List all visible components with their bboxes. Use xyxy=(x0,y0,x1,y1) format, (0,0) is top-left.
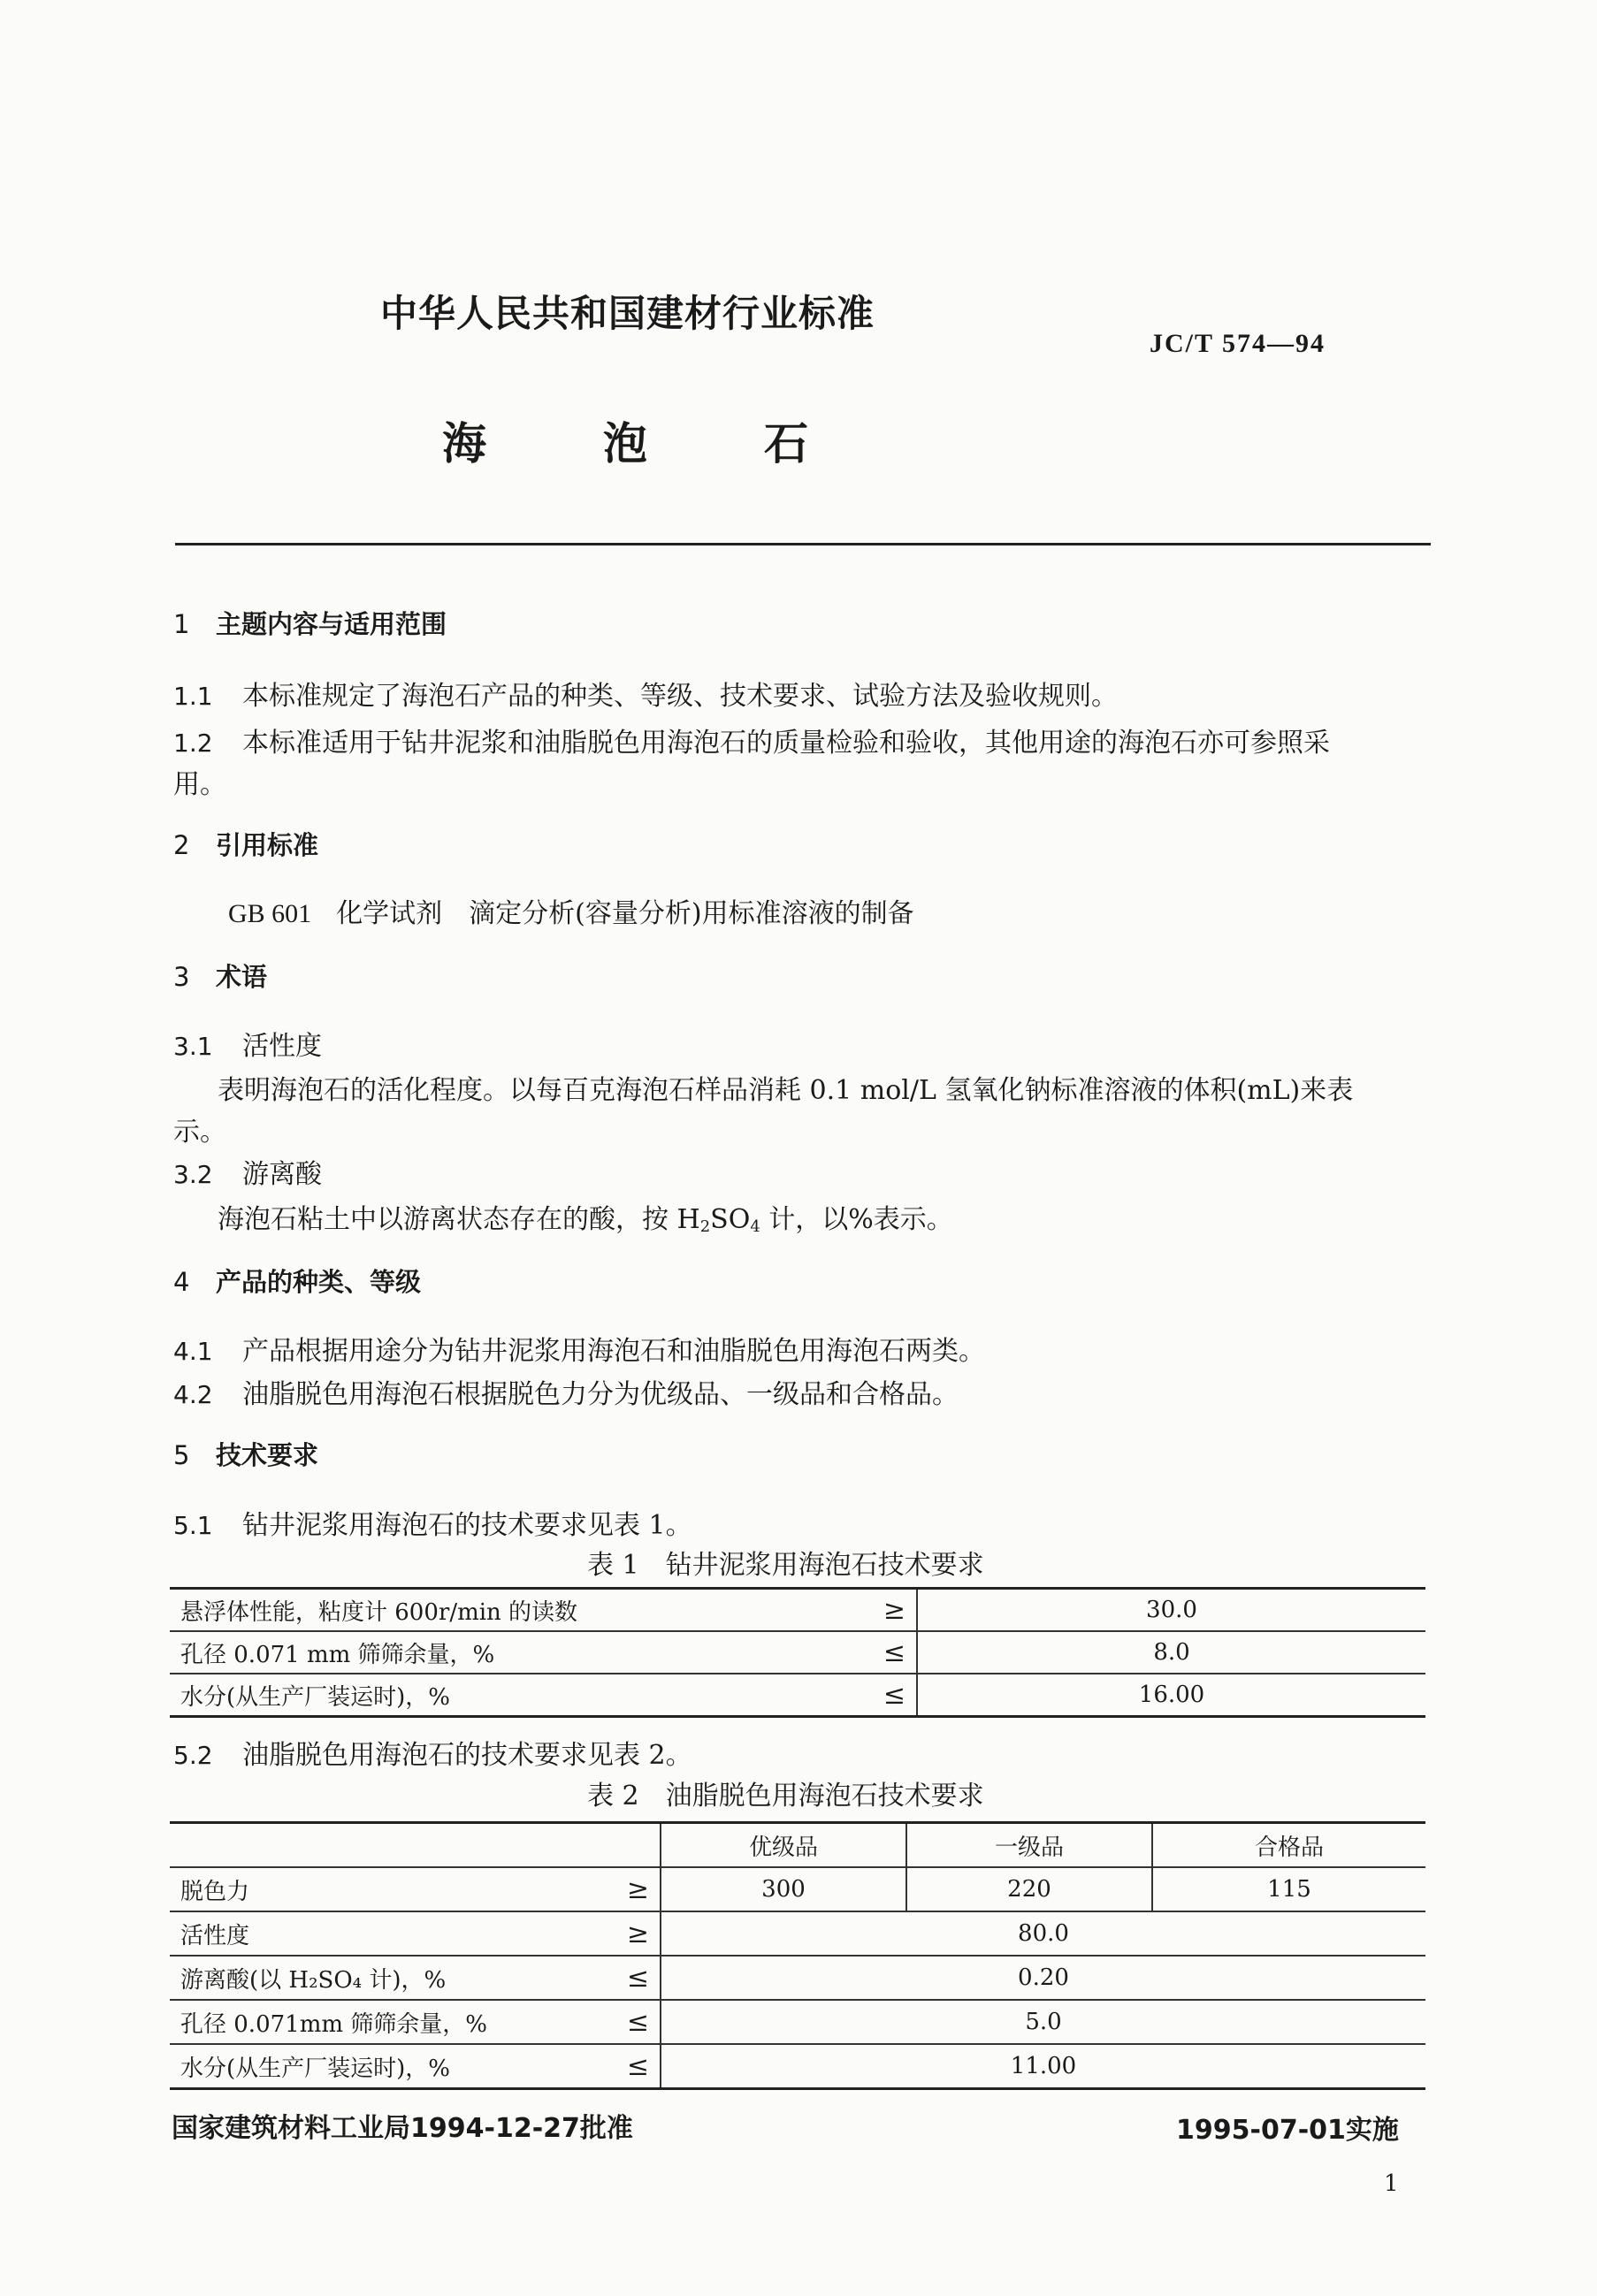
table-2 xyxy=(170,1821,1425,2090)
header-cell: 合格品 xyxy=(1152,1823,1425,1868)
table-cell-symbol: ≤ xyxy=(842,1631,917,1674)
clause-1-2-cont: 用。 xyxy=(173,769,226,800)
table-cell-empty xyxy=(585,1823,661,1868)
table-row xyxy=(170,1956,1425,2000)
table-cell-symbol: ≥ xyxy=(883,1594,905,1626)
table-cell-item: 活性度 xyxy=(170,1911,585,1956)
table-row xyxy=(170,2044,1425,2089)
text-fragment: SO xyxy=(710,1204,751,1235)
clause-title: 游离酸 xyxy=(242,1159,322,1190)
title-char: 海 xyxy=(442,417,486,469)
table-row xyxy=(170,1867,1425,1911)
table-cell-symbol: ≤ xyxy=(585,2000,661,2044)
table-cell-value: 80.0 xyxy=(661,1911,1425,1956)
table-cell-symbol: ≤ xyxy=(842,1674,917,1717)
table-cell-value: 115 xyxy=(1152,1867,1425,1911)
clause-text: 本标准适用于钻井泥浆和油脂脱色用海泡石的质量检验和验收，其他用途的海泡石亦可参照采 xyxy=(242,728,1330,759)
org-title: 中华人民共和国建材行业标准 xyxy=(380,292,875,335)
table-cell-value: 220 xyxy=(906,1867,1152,1911)
table-cell-value: 30.0 xyxy=(917,1589,1425,1632)
section-number: 4 xyxy=(173,1267,190,1297)
section-number: 3 xyxy=(173,962,190,992)
section-2-heading xyxy=(173,826,318,862)
clause-number: 5.1 xyxy=(173,1511,213,1540)
text-fragment: 海泡石粘土中以游离状态存在的酸，按 H xyxy=(218,1204,700,1235)
clause-3-1-text: 表明海泡石的活化程度。以每百克海泡石样品消耗 0.1 mol/L 氢氧化钠标准溶液的体积(mL)来表 xyxy=(218,1075,1354,1106)
clause-3-1-cont: 示。 xyxy=(173,1117,226,1148)
approval-line: 国家建筑材料工业局1994-12-27批准 xyxy=(172,2113,633,2144)
standard-code: JC/T 574—94 xyxy=(1150,329,1326,358)
clause-text: 钻井泥浆用海泡石的技术要求见表 1。 xyxy=(242,1510,692,1541)
header-cell: 优级品 xyxy=(661,1823,906,1868)
subscript: 4 xyxy=(750,1217,760,1236)
clause-1-1 xyxy=(173,674,1118,713)
clause-5-1 xyxy=(173,1503,692,1542)
table-cell-item: 水分(从生产厂装运时)，% xyxy=(170,2044,585,2089)
section-title: 技术要求 xyxy=(216,1440,319,1470)
table-cell-item: 脱色力 xyxy=(170,1867,585,1911)
clause-1-2 xyxy=(173,721,1330,759)
clause-text: 产品根据用途分为钻井泥浆用海泡石和油脂脱色用海泡石两类。 xyxy=(242,1336,985,1367)
table-row xyxy=(170,1589,1425,1632)
table-cell-value: 5.0 xyxy=(661,2000,1425,2044)
page-number: 1 xyxy=(1384,2170,1399,2197)
clause-number: 5.2 xyxy=(173,1741,213,1770)
table-cell-item: 孔径 0.071 mm 筛筛余量，% xyxy=(170,1631,842,1674)
section-title: 主题内容与适用范围 xyxy=(216,609,447,639)
reference-standard xyxy=(228,891,914,930)
clause-number: 1.2 xyxy=(173,728,213,758)
table-2-title: 表 2 油脂脱色用海泡石技术要求 xyxy=(587,1781,984,1812)
table-cell-value: 0.20 xyxy=(661,1956,1425,2000)
section-title: 术语 xyxy=(216,962,268,992)
section-1-heading xyxy=(173,605,447,641)
table-header-row xyxy=(170,1823,1425,1868)
section-5-heading xyxy=(173,1436,318,1472)
clause-number: 1.1 xyxy=(173,682,213,711)
section-number: 5 xyxy=(173,1440,190,1470)
reference-code: GB 601 xyxy=(228,899,312,928)
clause-text: 油脂脱色用海泡石根据脱色力分为优级品、一级品和合格品。 xyxy=(242,1379,959,1410)
header-rule xyxy=(175,543,1431,545)
title-char: 泡 xyxy=(603,417,647,469)
header-cell: 一级品 xyxy=(906,1823,1152,1868)
clause-3-2-text xyxy=(218,1197,953,1236)
table-1 xyxy=(170,1587,1425,1718)
text-fragment: 计，以%表示。 xyxy=(760,1204,953,1235)
clause-number: 3.1 xyxy=(173,1032,213,1061)
table-cell-value: 300 xyxy=(661,1867,906,1911)
clause-title: 活性度 xyxy=(242,1031,322,1062)
clause-3-1 xyxy=(173,1024,322,1063)
clause-4-1 xyxy=(173,1329,985,1368)
clause-text: 本标准规定了海泡石产品的种类、等级、技术要求、试验方法及验收规则。 xyxy=(242,681,1118,712)
section-4-heading xyxy=(173,1262,421,1299)
reference-text: 化学试剂 滴定分析(容量分析)用标准溶液的制备 xyxy=(336,898,914,929)
section-number: 1 xyxy=(173,609,190,639)
title-char: 石 xyxy=(764,417,808,469)
table-cell-item: 悬浮体性能，粘度计 600r/min 的读数 xyxy=(180,1598,578,1626)
table-cell-symbol: ≥ xyxy=(585,1911,661,1956)
table-cell-symbol: ≤ xyxy=(585,1956,661,2000)
table-cell-value: 11.00 xyxy=(661,2044,1425,2089)
subscript: 2 xyxy=(699,1217,711,1236)
table-cell-item: 游离酸(以 H₂SO₄ 计)，% xyxy=(170,1956,585,2000)
table-cell-empty xyxy=(170,1823,585,1868)
effective-date: 1995-07-01实施 xyxy=(1176,2115,1399,2146)
section-title: 产品的种类、等级 xyxy=(216,1267,422,1297)
table-cell-symbol: ≥ xyxy=(585,1867,661,1911)
section-3-heading xyxy=(173,957,267,994)
table-cell-symbol: ≤ xyxy=(585,2044,661,2089)
table-row xyxy=(170,1631,1425,1674)
table-row xyxy=(170,1911,1425,1956)
table-cell-item: 水分(从生产厂装运时)，% xyxy=(170,1674,842,1717)
clause-4-2 xyxy=(173,1372,959,1411)
table-cell-item: 孔径 0.071mm 筛筛余量，% xyxy=(170,2000,585,2044)
clause-3-2 xyxy=(173,1152,322,1191)
table-cell-value: 8.0 xyxy=(917,1631,1425,1674)
clause-number: 4.1 xyxy=(173,1337,213,1366)
section-title: 引用标准 xyxy=(216,830,319,860)
clause-text: 油脂脱色用海泡石的技术要求见表 2。 xyxy=(242,1740,692,1771)
table-row xyxy=(170,1674,1425,1717)
table-1-title: 表 1 钻井泥浆用海泡石技术要求 xyxy=(587,1550,984,1581)
section-number: 2 xyxy=(173,830,190,860)
table-row xyxy=(170,2000,1425,2044)
clause-number: 3.2 xyxy=(173,1160,213,1189)
clause-5-2 xyxy=(173,1733,692,1772)
document-title xyxy=(442,408,925,472)
table-cell-value: 16.00 xyxy=(917,1674,1425,1717)
clause-number: 4.2 xyxy=(173,1380,213,1409)
